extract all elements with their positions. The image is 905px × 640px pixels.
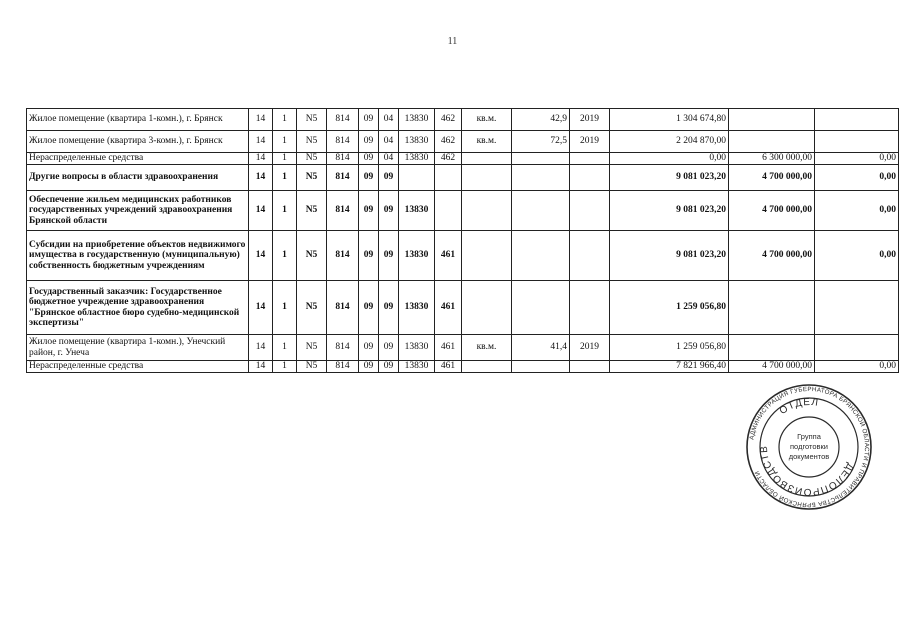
- cell-c4: 814: [327, 231, 359, 281]
- cell-c8: [435, 191, 462, 231]
- svg-text:ОТДЕЛ: [778, 397, 820, 417]
- cell-c8: 461: [435, 335, 462, 361]
- cell-c6: 09: [379, 361, 399, 373]
- cell-c1: 14: [249, 281, 273, 335]
- cell-year: [570, 153, 610, 165]
- cell-c5: 09: [359, 131, 379, 153]
- table-row: [27, 153, 899, 165]
- cell-s1: 2 204 870,00: [610, 131, 729, 153]
- cell-s1: 9 081 023,20: [610, 165, 729, 191]
- cell-unit: кв.м.: [462, 109, 512, 131]
- cell-c5: 09: [359, 231, 379, 281]
- cell-name: Обеспечение жильем медицинских работников государственных учреждений здравоохранения Брянской области: [27, 191, 249, 231]
- cell-s1: 1 259 056,80: [610, 281, 729, 335]
- cell-unit: [462, 191, 512, 231]
- cell-c8: 462: [435, 109, 462, 131]
- cell-c6: 09: [379, 165, 399, 191]
- cell-c6: 04: [379, 131, 399, 153]
- table-row: [27, 191, 899, 231]
- cell-c6: 04: [379, 153, 399, 165]
- cell-c5: 09: [359, 191, 379, 231]
- table-row: [27, 361, 899, 373]
- cell-s2: 4 700 000,00: [729, 191, 815, 231]
- cell-year: [570, 231, 610, 281]
- stamp-center-line-3: документов: [788, 452, 830, 461]
- cell-c8: 462: [435, 131, 462, 153]
- cell-c8: 461: [435, 361, 462, 373]
- stamp-outer-text: АДМИНИСТРАЦИЯ ГУБЕРНАТОРА БРЯНСКОЙ ОБЛАСТИ И ПРАВИТЕЛЬСТВА БРЯНСКОЙ ОБЛАСТИ: [748, 385, 871, 509]
- stamp-seal-icon: [744, 383, 874, 511]
- cell-c7: 13830: [399, 109, 435, 131]
- cell-c8: 462: [435, 153, 462, 165]
- cell-area: 72,5: [512, 131, 570, 153]
- table-row: [27, 165, 899, 191]
- cell-name: Нераспределенные средства: [27, 361, 249, 373]
- cell-name: Государственный заказчик: Государственное бюджетное учреждение здравоохранения "Брянское областное бюро судебно-медицинской экспертизы": [27, 281, 249, 335]
- cell-year: 2019: [570, 109, 610, 131]
- cell-s3: 0,00: [815, 191, 899, 231]
- cell-s3: 0,00: [815, 361, 899, 373]
- cell-c3: N5: [297, 335, 327, 361]
- cell-c2: 1: [273, 361, 297, 373]
- cell-area: [512, 281, 570, 335]
- cell-year: [570, 281, 610, 335]
- cell-c7: 13830: [399, 335, 435, 361]
- cell-c3: N5: [297, 165, 327, 191]
- cell-area: [512, 153, 570, 165]
- cell-s3: 0,00: [815, 165, 899, 191]
- cell-c2: 1: [273, 109, 297, 131]
- cell-c3: N5: [297, 231, 327, 281]
- cell-c5: 09: [359, 109, 379, 131]
- cell-area: [512, 361, 570, 373]
- cell-c6: 09: [379, 335, 399, 361]
- cell-area: [512, 191, 570, 231]
- cell-s1: 0,00: [610, 153, 729, 165]
- cell-c5: 09: [359, 153, 379, 165]
- cell-c8: 461: [435, 231, 462, 281]
- cell-c5: 09: [359, 281, 379, 335]
- cell-c7: 13830: [399, 281, 435, 335]
- cell-c1: 14: [249, 361, 273, 373]
- cell-c7: 13830: [399, 231, 435, 281]
- cell-year: [570, 191, 610, 231]
- cell-c1: 14: [249, 191, 273, 231]
- cell-c1: 14: [249, 231, 273, 281]
- cell-s2: [729, 109, 815, 131]
- page-number: 11: [447, 36, 458, 47]
- cell-c6: 09: [379, 281, 399, 335]
- cell-c7: [399, 165, 435, 191]
- cell-s3: [815, 281, 899, 335]
- cell-c2: 1: [273, 231, 297, 281]
- stamp-top-word: ОТДЕЛ: [777, 396, 820, 417]
- cell-unit: кв.м.: [462, 131, 512, 153]
- cell-year: [570, 165, 610, 191]
- cell-c2: 1: [273, 131, 297, 153]
- cell-c7: 13830: [399, 131, 435, 153]
- stamp-ring-word: ДЕЛОПРОИЗВОДСТВ: [758, 445, 856, 498]
- cell-area: [512, 231, 570, 281]
- cell-name: Жилое помещение (квартира 1-комн.), г. Брянск: [27, 109, 249, 131]
- cell-s3: [815, 109, 899, 131]
- cell-c5: 09: [359, 361, 379, 373]
- cell-c4: 814: [327, 131, 359, 153]
- stamp-center-line-2: подготовки: [790, 442, 828, 451]
- cell-s2: [729, 131, 815, 153]
- cell-c1: 14: [249, 131, 273, 153]
- cell-unit: [462, 153, 512, 165]
- cell-c4: 814: [327, 153, 359, 165]
- cell-c3: N5: [297, 109, 327, 131]
- cell-s2: 4 700 000,00: [729, 361, 815, 373]
- table-row: [27, 131, 899, 153]
- budget-table: [26, 108, 899, 373]
- cell-s2: 4 700 000,00: [729, 165, 815, 191]
- official-stamp: [744, 383, 874, 511]
- cell-area: 42,9: [512, 109, 570, 131]
- cell-c1: 14: [249, 109, 273, 131]
- cell-name: Другие вопросы в области здравоохранения: [27, 165, 249, 191]
- cell-s3: 0,00: [815, 153, 899, 165]
- table-row: [27, 231, 899, 281]
- cell-c3: N5: [297, 153, 327, 165]
- cell-s3: [815, 131, 899, 153]
- cell-c6: 04: [379, 109, 399, 131]
- cell-s2: 6 300 000,00: [729, 153, 815, 165]
- cell-c6: 09: [379, 191, 399, 231]
- table-row: [27, 335, 899, 361]
- cell-s2: 4 700 000,00: [729, 231, 815, 281]
- cell-s1: 1 304 674,80: [610, 109, 729, 131]
- cell-c4: 814: [327, 165, 359, 191]
- cell-c1: 14: [249, 153, 273, 165]
- cell-c5: 09: [359, 335, 379, 361]
- cell-c4: 814: [327, 281, 359, 335]
- cell-year: 2019: [570, 131, 610, 153]
- cell-name: Жилое помещение (квартира 1-комн.), Унечский район, г. Унеча: [27, 335, 249, 361]
- cell-s1: 1 259 056,80: [610, 335, 729, 361]
- cell-c3: N5: [297, 131, 327, 153]
- cell-unit: [462, 281, 512, 335]
- cell-s1: 7 821 966,40: [610, 361, 729, 373]
- cell-name: Жилое помещение (квартира 3-комн.), г. Брянск: [27, 131, 249, 153]
- cell-area: [512, 165, 570, 191]
- cell-year: [570, 361, 610, 373]
- cell-area: 41,4: [512, 335, 570, 361]
- cell-unit: [462, 361, 512, 373]
- cell-c6: 09: [379, 231, 399, 281]
- cell-s3: [815, 335, 899, 361]
- table-row: [27, 281, 899, 335]
- table-row: [27, 109, 899, 131]
- cell-c2: 1: [273, 281, 297, 335]
- cell-c1: 14: [249, 335, 273, 361]
- cell-c2: 1: [273, 153, 297, 165]
- cell-unit: кв.м.: [462, 335, 512, 361]
- cell-unit: [462, 231, 512, 281]
- cell-s1: 9 081 023,20: [610, 231, 729, 281]
- cell-c2: 1: [273, 191, 297, 231]
- cell-c1: 14: [249, 165, 273, 191]
- cell-c8: [435, 165, 462, 191]
- cell-c4: 814: [327, 109, 359, 131]
- cell-c7: 13830: [399, 361, 435, 373]
- cell-c3: N5: [297, 191, 327, 231]
- cell-s2: [729, 281, 815, 335]
- cell-c7: 13830: [399, 153, 435, 165]
- cell-name: Субсидии на приобретение объектов недвижимого имущества в государственную (муниципальную) собственность бюджетным учреждениям: [27, 231, 249, 281]
- cell-unit: [462, 165, 512, 191]
- cell-year: 2019: [570, 335, 610, 361]
- cell-c4: 814: [327, 191, 359, 231]
- stamp-center-line-1: Группа: [797, 432, 821, 441]
- cell-name: Нераспределенные средства: [27, 153, 249, 165]
- cell-s3: 0,00: [815, 231, 899, 281]
- cell-c3: N5: [297, 281, 327, 335]
- cell-s1: 9 081 023,20: [610, 191, 729, 231]
- cell-c4: 814: [327, 335, 359, 361]
- cell-c3: N5: [297, 361, 327, 373]
- cell-c8: 461: [435, 281, 462, 335]
- cell-c4: 814: [327, 361, 359, 373]
- cell-c5: 09: [359, 165, 379, 191]
- cell-s2: [729, 335, 815, 361]
- cell-c7: 13830: [399, 191, 435, 231]
- cell-c2: 1: [273, 335, 297, 361]
- cell-c2: 1: [273, 165, 297, 191]
- table-body: [27, 109, 899, 373]
